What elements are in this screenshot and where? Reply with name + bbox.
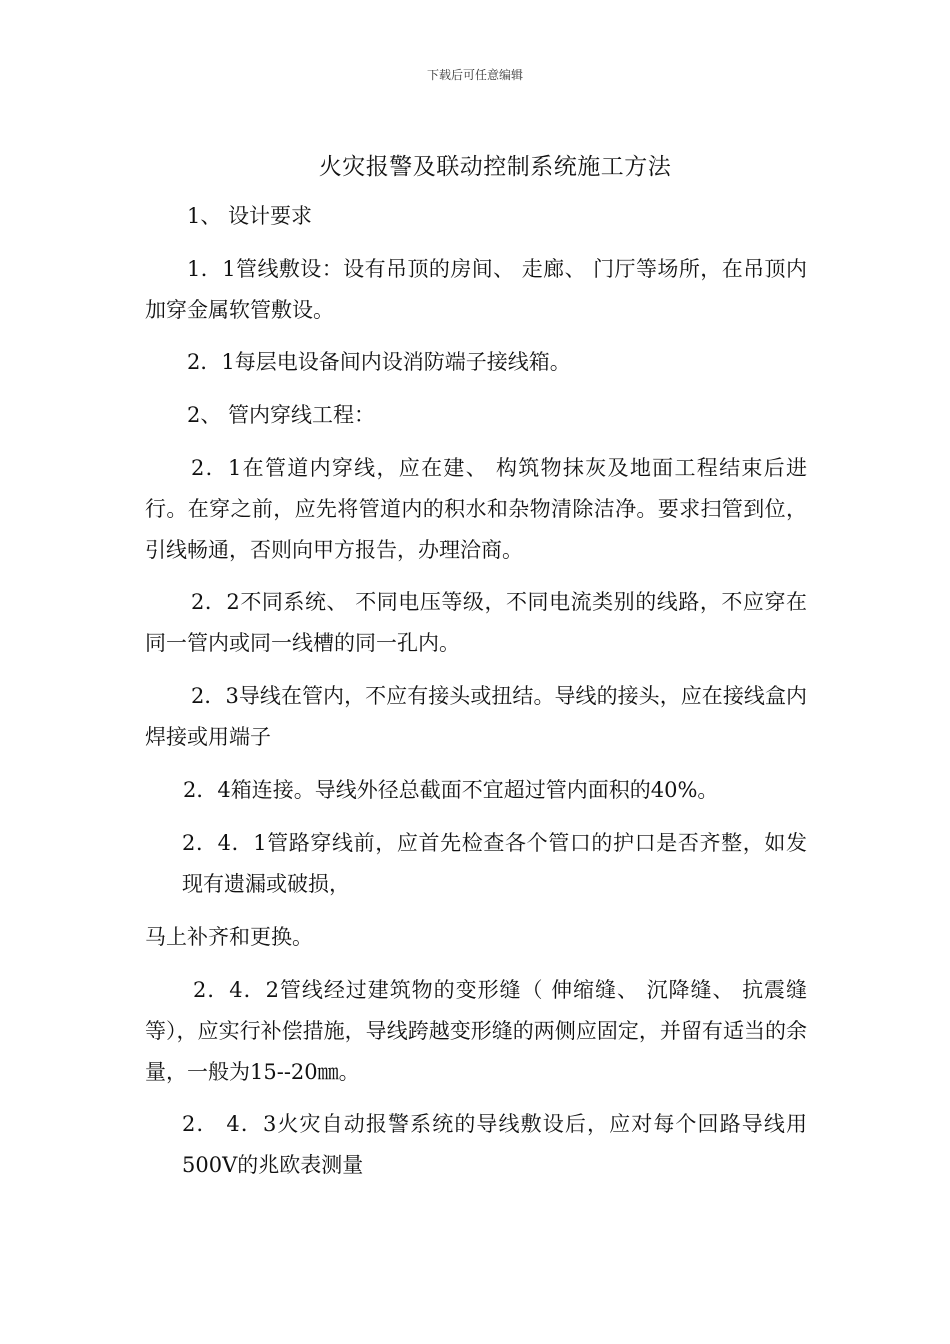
paragraph-2-4-1-continued: 马上补齐和更换。 bbox=[145, 925, 313, 949]
paragraph-2-4: 2．4箱连接。导线外径总截面不宜超过管内面积的40%。 bbox=[183, 778, 719, 802]
paragraph-2-4-2: 2．4．2管线经过建筑物的变形缝（ 伸缩缝、 沉降缝、 抗震缝等），应实行补偿措施，导线跨越变形缝的两侧应固定，并留有适当的余量，一般为15--20㎜。 bbox=[145, 978, 807, 1084]
paragraph-2-4-3: 2． 4．3火灾自动报警系统的导线敷设后，应对每个回路导线用500V的兆欧表测量 bbox=[182, 1112, 807, 1177]
paragraph-2-4-1: 2．4．1管路穿线前，应首先检查各个管口的护口是否齐整，如发现有遗漏或破损， bbox=[182, 831, 807, 896]
page-header-note: 下载后可任意编辑 bbox=[426, 68, 523, 82]
section-heading-2: 2、 管内穿线工程： bbox=[187, 403, 376, 427]
paragraph-2-2: 2．2不同系统、 不同电压等级，不同电流类别的线路，不应穿在同一管内或同一线槽的同一孔内。 bbox=[145, 590, 807, 655]
paragraph-2-1-cabinet: 2．1每层电设备间内设消防端子接线箱。 bbox=[187, 350, 571, 374]
paragraph-2-1: 2．1在管道内穿线，应在建、 构筑物抹灰及地面工程结束后进行。在穿之前，应先将管道内的积水和杂物清除洁净。要求扫管到位，引线畅通，否则向甲方报告，办理洽商。 bbox=[145, 456, 807, 562]
section-heading-1: 1、 设计要求 bbox=[187, 204, 313, 228]
paragraph-1-1: 1．1管线敷设：设有吊顶的房间、 走廊、 门厅等场所，在吊顶内加穿金属软管敷设。 bbox=[145, 257, 807, 322]
document-title: 火灾报警及联动控制系统施工方法 bbox=[318, 154, 672, 180]
paragraph-2-3: 2．3导线在管内，不应有接头或扭结。导线的接头，应在接线盒内焊接或用端子 bbox=[145, 684, 807, 749]
